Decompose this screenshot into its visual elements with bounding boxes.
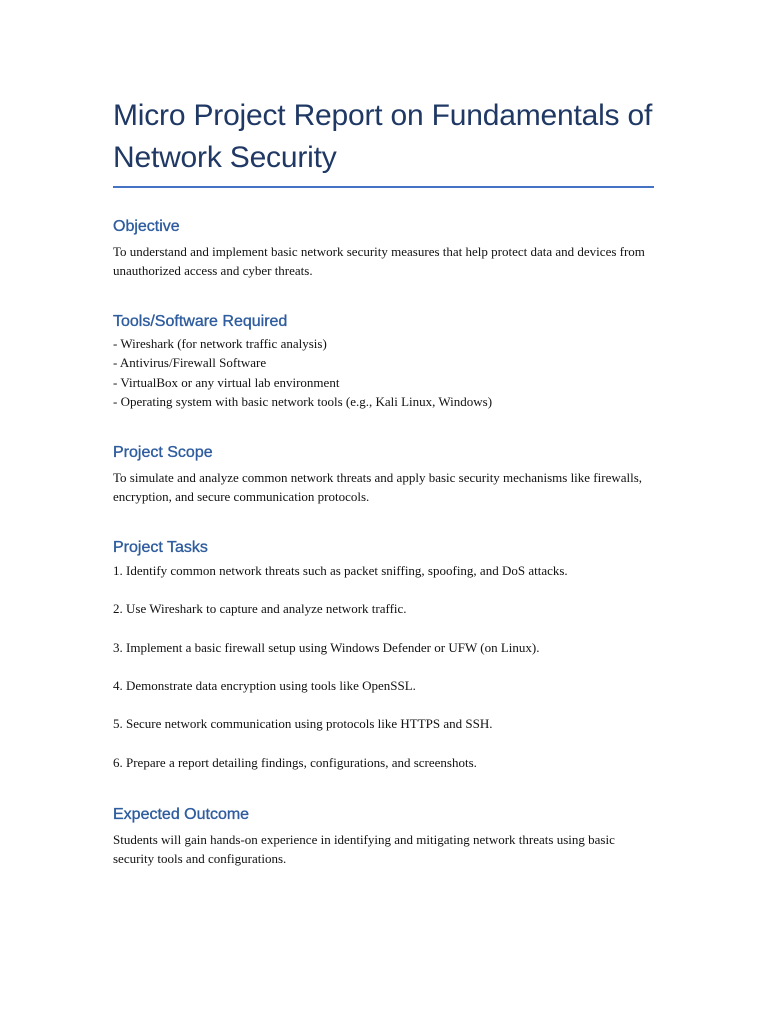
objective-paragraph: To understand and implement basic network security measures that help protect data and devices from unauthorized access and cyber threats. xyxy=(113,244,645,278)
tasks-list xyxy=(113,561,658,791)
outcome-paragraph: Students will gain hands-on experience in identifying and mitigating network threats using basic security tools and configurations. xyxy=(113,831,615,866)
task-item: 2. Use Wireshark to capture and analyze network traffic. xyxy=(113,601,407,617)
tools-list-item: - Antivirus/Firewall Software xyxy=(113,355,267,371)
section-heading-tools: Tools/Software Required xyxy=(113,313,288,330)
task-item: 6. Prepare a report detailing findings, configurations, and screenshots. xyxy=(113,754,477,770)
document-title: Micro Project Report on Fundamentals of Network Security xyxy=(113,99,653,174)
section-heading-scope: Project Scope xyxy=(113,444,213,462)
task-item: 4. Demonstrate data encryption using tools like OpenSSL. xyxy=(113,678,416,694)
tools-list-item: - Wireshark (for network traffic analysis) xyxy=(113,336,327,351)
task-item: 3. Implement a basic firewall setup using Windows Defender or UFW (on Linux). xyxy=(113,639,540,655)
task-item: 1. Identify common network threats such as packet sniffing, spoofing, and DoS attacks. xyxy=(113,563,568,579)
scope-paragraph: To simulate and analyze common network threats and apply basic security mechanisms like firewalls, encryption, and secure communication protocols. xyxy=(113,470,643,505)
document-page xyxy=(113,0,658,868)
tools-list-item: - VirtualBox or any virtual lab environment xyxy=(113,374,340,390)
tools-list-item: - Operating system with basic network tools (e.g., Kali Linux, Windows) xyxy=(113,393,493,409)
section-heading-tasks: Project Tasks xyxy=(113,539,208,557)
section-heading-outcome: Expected Outcome xyxy=(113,805,250,823)
title-underline xyxy=(113,186,654,188)
tools-list xyxy=(113,334,658,411)
section-heading-objective: Objective xyxy=(113,218,180,235)
task-item: 5. Secure network communication using protocols like HTTPS and SSH. xyxy=(113,716,493,732)
